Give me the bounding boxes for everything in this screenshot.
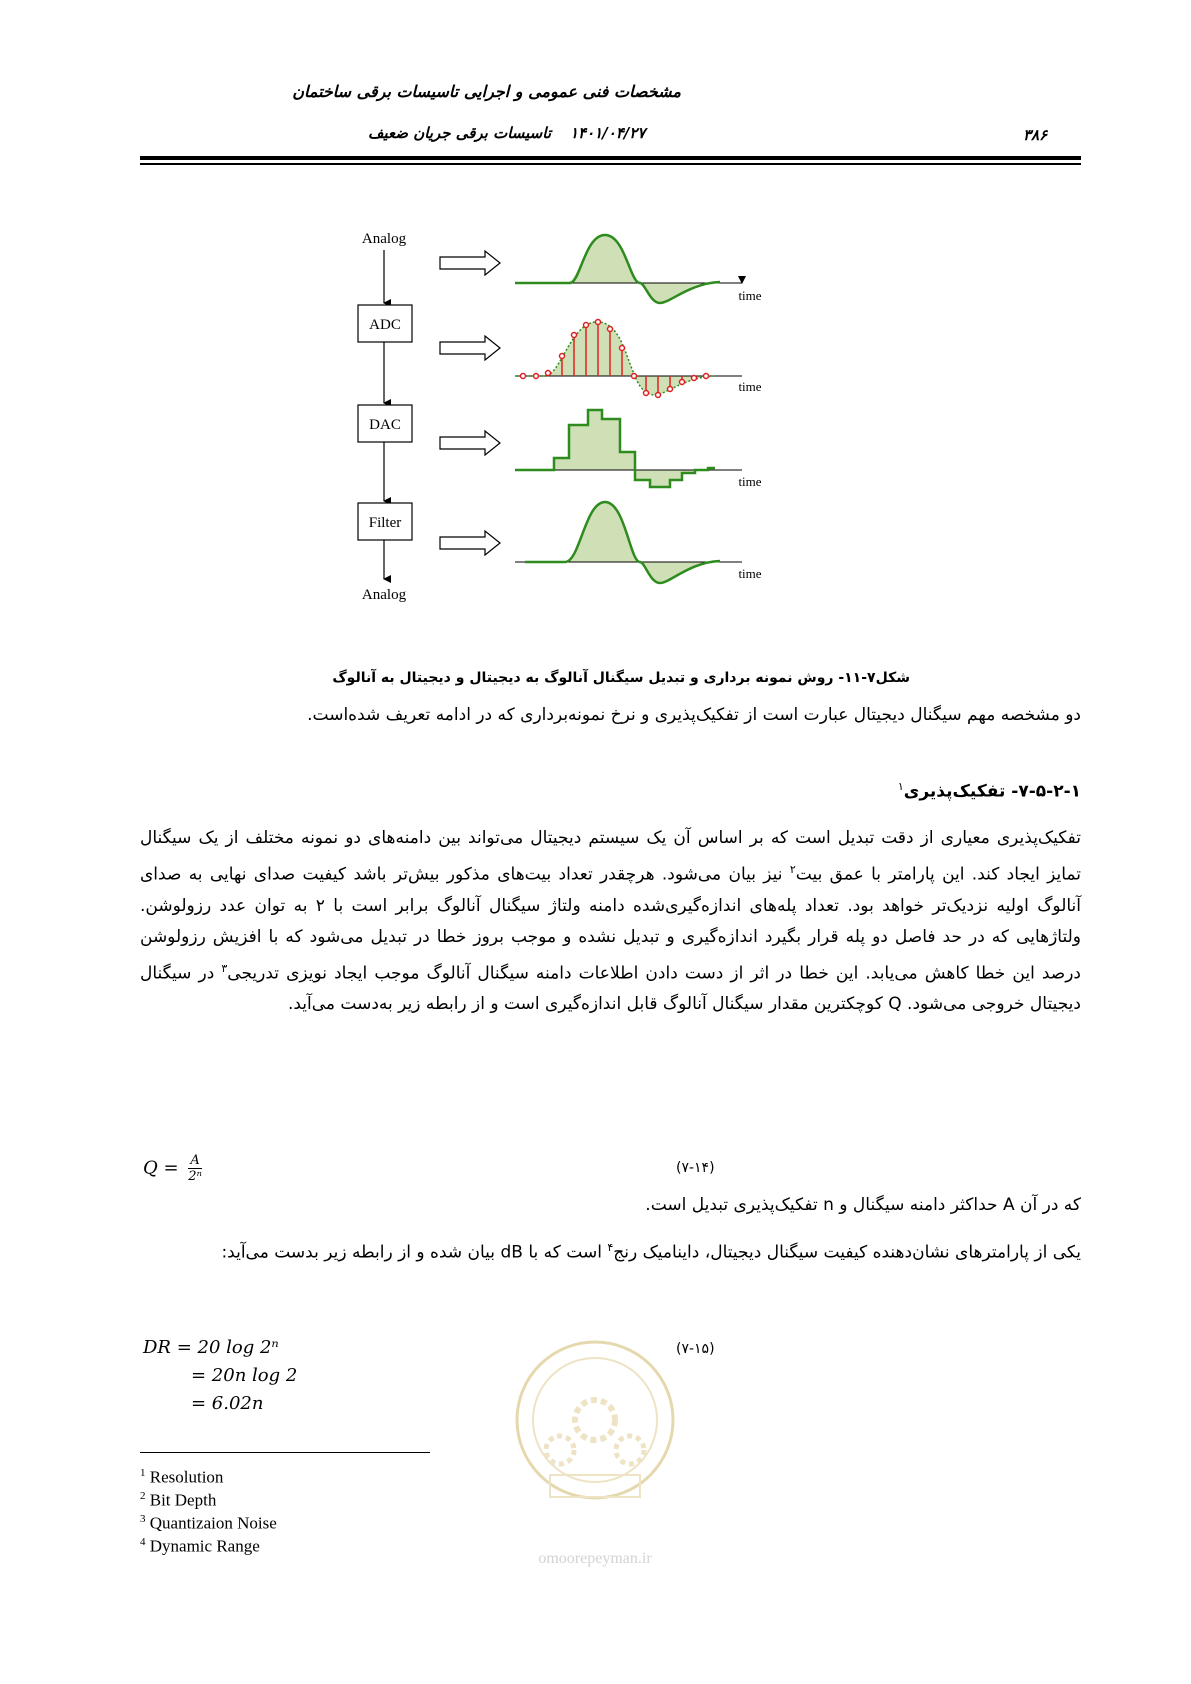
section-title: تاسیسات برقی جریان ضعیف (367, 124, 551, 142)
document-title: مشخصات فنی عمومی و اجرایی تاسیسات برقی ساختمان (292, 82, 681, 101)
analog-waveform-panel (515, 235, 762, 303)
hollow-arrow (440, 336, 500, 360)
hollow-arrow (440, 531, 500, 555)
analog-output-label: Analog (361, 587, 407, 603)
svg-text:time: time (738, 566, 762, 581)
hollow-arrow (440, 431, 500, 455)
svg-text:time: time (738, 474, 762, 489)
header-rule-thin (140, 163, 1081, 165)
footnote-ref: ۳ (221, 961, 228, 975)
intro-paragraph: دو مشخصه مهم سیگنال دیجیتال عبارت است از تفکیک‌پذیری و نرخ نمونه‌برداری که در ادامه تعریف شده‌است. (307, 705, 1081, 725)
footnote-rule (140, 1452, 430, 1453)
staircase-waveform-panel (515, 410, 762, 489)
footnote-2: $^2$ Bit Depth (140, 1490, 217, 1510)
sampled-waveform-panel (515, 320, 762, 398)
equation-number: (۷-۱۴) (676, 1160, 715, 1176)
footnote-ref: ۲ (789, 863, 796, 876)
svg-text:time: time (738, 379, 762, 394)
date: ۱۴۰۱/۰۴/۲۷ (570, 124, 646, 142)
section-heading: ۷-۵-۲-۱- تفکیک‌پذیری$^۱$ (897, 780, 1081, 802)
variable-definition: که در آن A حداکثر دامنه سیگنال و n تفکیک‌پذیری تبدیل است. (645, 1195, 1081, 1215)
equation-number: (۷-۱۵) (676, 1341, 715, 1357)
header-rule (140, 156, 1081, 160)
analog-input-label: Analog (361, 231, 407, 247)
dynamic-range-paragraph: یکی از پارامترهای نشان‌دهنده کیفیت سیگنال دیجیتال، داینامیک رنج$^۴$ است که با dB بیان شده و از رابطه زیر بدست می‌آید: (221, 1241, 1081, 1263)
footnote-1: $^1$ Resolution (140, 1467, 224, 1487)
watermark-logo (480, 1325, 710, 1575)
figure-caption: شکل۷-۱۱- روش نمونه برداری و تبدیل سیگنال آنالوگ به دیجیتال و دیجیتال به آنالوگ (332, 670, 910, 686)
equation-dr: DR = 20 log 2ⁿ = 20n log 2 = 6.02n (143, 1337, 298, 1414)
resolution-paragraph: تفکیک‌پذیری معیاری از دقت تبدیل است که بر اساس آن یک سیستم دیجیتال می‌تواند بین دامنه‌های دو نمونه مختلف از یک سیگنال تمایز ایجاد کند. این پارامتر با عمق بیت$^۲$ نیز بیان می‌شود. هرچقدر تعداد بیت‌های مذکور بیش‌تر باشد کیفیت صدای نهایی به صدای آنالوگ اولیه نزدیک‌تر خواهد بود. تعداد پله‌های اندازه‌گیری‌شده دامنه ولتاژ سیگنال آنالوگ برابر است با ۲ به توان عدد رزولوشن. ولتاژهایی که در حد فاصل دو پله قرار بگیرد اندازه‌گیری و تبدیل نشده و موجب بروز خطا در تبدیل می‌شود که با افزیش رزولوشن درصد این خطا کاهش می‌یابد. این خطا در اثر از دست دادن اطلاعات دامنه سیگنال آنالوگ موجب ایجاد نویزی تدریجی$^۳$ در سیگنال دیجیتال خروجی می‌شود. Q کوچکترین مقدار سیگنال آنالوگ قابل اندازه‌گیری است و از رابطه زیر به‌دست می‌آید. (140, 828, 1082, 1015)
footnote-4: $^4$ Dynamic Range (140, 1536, 260, 1556)
svg-text:time: time (738, 288, 762, 303)
page-number: ۳۸۶ (1023, 126, 1048, 144)
watermark-text: omoorepeyman.ir (538, 1550, 652, 1567)
footnote-3: $^3$ Quantizaion Noise (140, 1513, 277, 1533)
adc-dac-figure (330, 225, 850, 625)
filter-label: Filter (368, 515, 402, 531)
hollow-arrow (440, 251, 500, 275)
adc-label: ADC (369, 317, 401, 333)
fraction: $\frac{A}{\text{2ⁿ}}$ (188, 1153, 202, 1184)
reconstructed-waveform-panel (515, 502, 762, 583)
equation-q: Q = $\frac{A}{\text{2ⁿ}}$ (143, 1153, 202, 1184)
footnote-ref: ۱ (897, 780, 904, 793)
dac-label: DAC (369, 417, 401, 433)
footnote-ref: ۴ (607, 1241, 614, 1254)
